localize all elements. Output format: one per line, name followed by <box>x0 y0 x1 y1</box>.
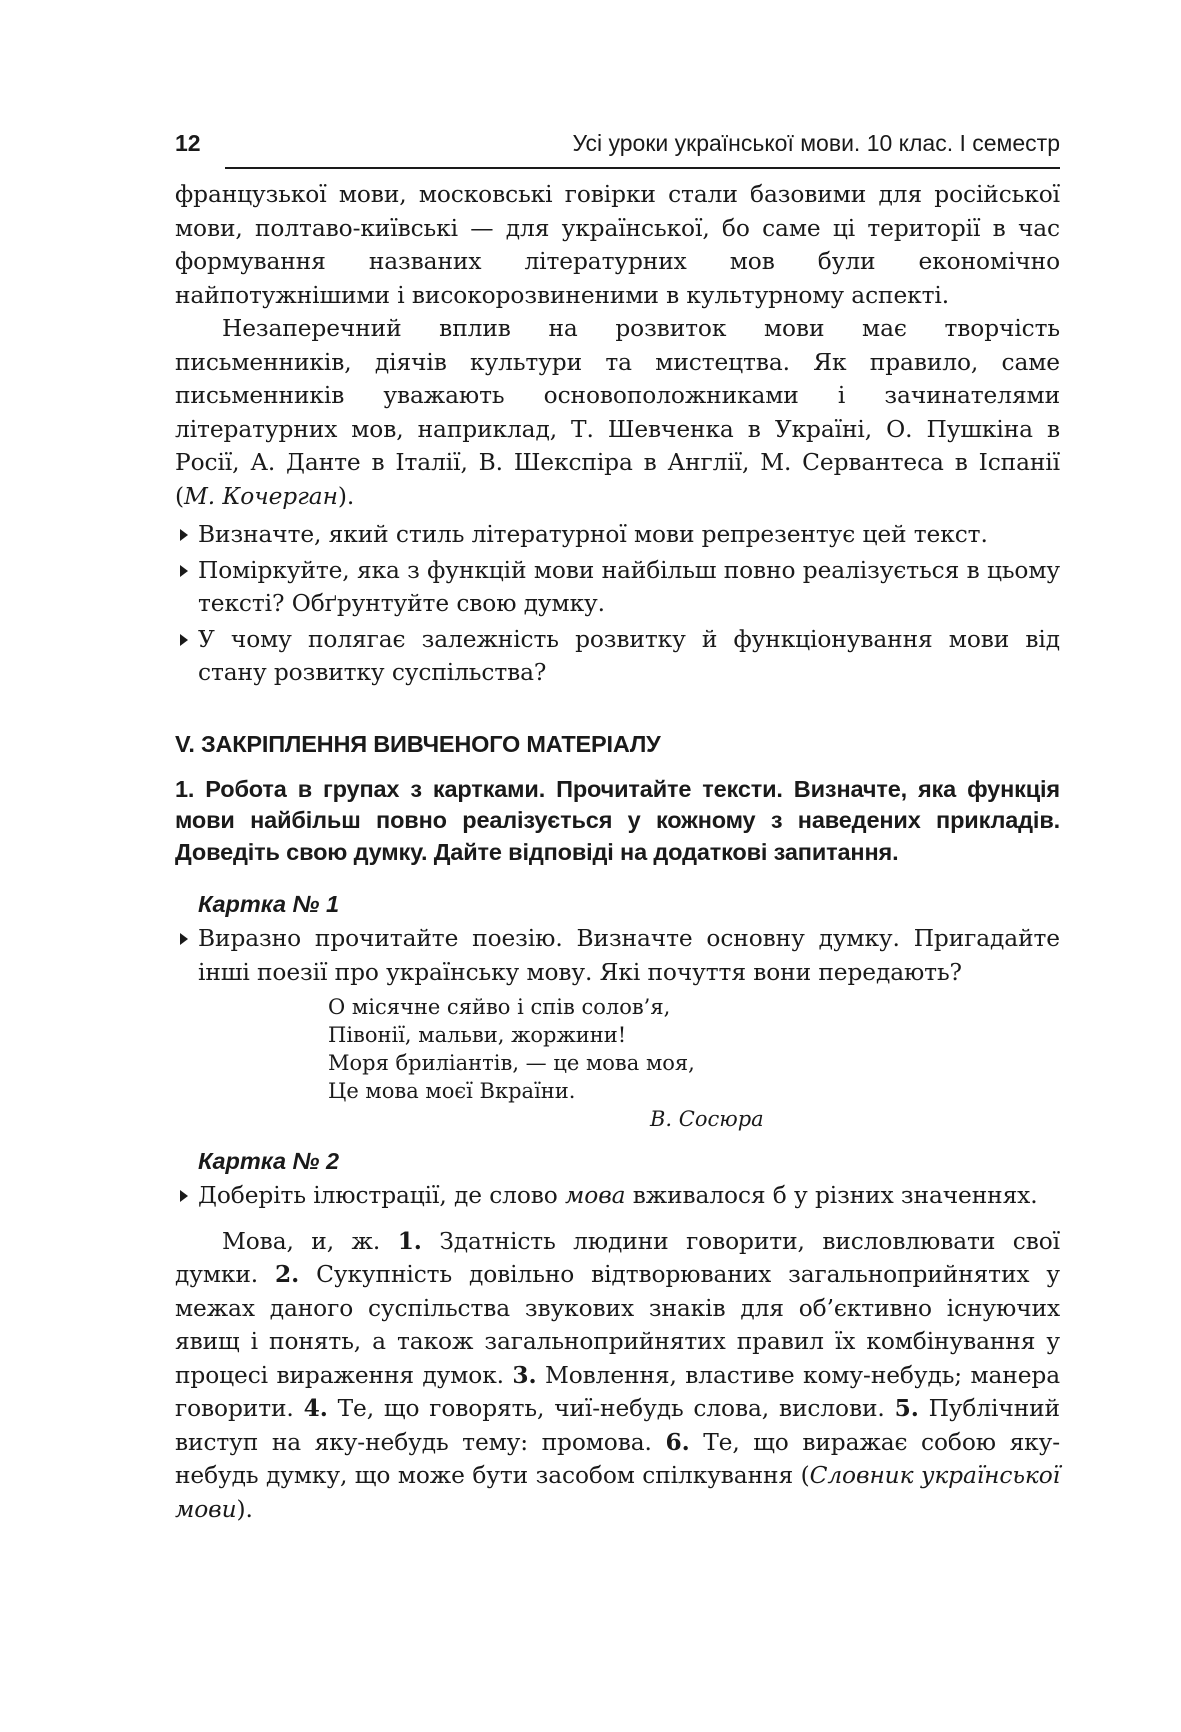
writers-paragraph-source: М. Кочерган <box>184 482 338 510</box>
card-2-instruction: Доберіть ілюстрації, де слово мова вживалося б у різних значеннях. <box>175 1179 1060 1213</box>
poem-author: В. Сосюра <box>650 1107 764 1131</box>
section-heading: V. ЗАКРІПЛЕННЯ ВИВЧЕНОГО МАТЕРІАЛУ <box>175 730 661 757</box>
poem-line: Моря брилiантiв, — це мова моя, <box>328 1051 695 1075</box>
book-page <box>175 130 1060 1526</box>
card-1-title: Картка № 1 <box>198 891 340 917</box>
question-list <box>175 518 1060 690</box>
intro-paragraph: французької мови, московські говірки стали базовими для російської мови, полтаво-київські — для української, бо саме ці території в час формування названих літературних мов були економічно найпотужнішими і високорозвиненими в культурному аспекті. <box>175 181 1060 309</box>
task-heading: 1. Робота в групах з картками. Прочитайте тексти. Визначте, яка функція мови найбільш повно реалізується у кожному з наведених прикладів. Доведіть свою думку. Дайте відповіді на додаткові запитання. <box>175 775 1060 865</box>
card-1-instruction: Виразно прочитайте поезію. Визначте основну думку. Пригадайте інші поезії про українську мову. Які почуття вони передають? <box>175 922 1060 989</box>
definition-headword: Мова, и, ж. <box>222 1227 398 1255</box>
question-item: Поміркуйте, яка з функцій мови найбільш повно реалізується в цьому тексті? Обґрунтуйте свою думку. <box>175 554 1060 621</box>
header-rule <box>225 167 1060 169</box>
bullet-triangle-icon <box>180 933 188 945</box>
bullet-triangle-icon <box>180 1190 188 1202</box>
poem-line: Півонії, мальви, жоржини! <box>328 1023 627 1047</box>
poem <box>175 993 1060 1133</box>
definition-source: Словник української мови <box>175 1462 1060 1523</box>
highlighted-word: мова <box>565 1182 626 1209</box>
running-head <box>175 130 1060 164</box>
poem-line: О місячне сяйво і спів солов’я, <box>328 995 671 1019</box>
writers-paragraph-text: Незаперечний вплив на розвиток мови має творчість письменників, діячів культури та мистецтва. Як правило, саме письменників уважають основоположниками і зачинателями літературних мов, наприклад, Т. Шевченка в Україні, О. Пушкіна в Росії, А. Данте в Італії, В. Шекспіра в Англії, М. Сервантеса в Іспанії ( <box>175 315 1060 510</box>
question-item: Визначте, який стиль літературної мови репрезентує цей текст. <box>175 518 1060 552</box>
question-item: У чому полягає залежність розвитку й функціонування мови від стану розвитку суспільства? <box>175 623 1060 690</box>
card-2-title: Картка № 2 <box>198 1148 340 1174</box>
bullet-triangle-icon <box>180 634 188 646</box>
bullet-triangle-icon <box>180 529 188 541</box>
bullet-triangle-icon <box>180 565 188 577</box>
page-number: 12 <box>175 130 201 156</box>
writers-paragraph <box>175 312 1060 513</box>
writers-paragraph-closing: ). <box>337 482 355 510</box>
dictionary-definition: Мова, и, ж. 1. Здатність людини говорити, висловлювати свої думки. 2. Сукупність довільно відтворюваних загальноприйнятих у межах даного суспільства звукових знаків для об’єктивно існуючих явищ і понять, а також загальноприйнятих правил їх комбінування у процесі вираження думок. 3. Мовлення, властиве кому-небудь; манера говорити. 4. Те, що говорять, чиї-небудь слова, вислови. 5. Публічний виступ на яку-небудь тему: промова. 6. Те, що виражає собою яку-небудь думку, що може бути засобом спілкування (Словник української мови). <box>175 1227 1061 1523</box>
poem-line: Це мова моєї Вкраїни. <box>328 1079 576 1103</box>
running-title: Усі уроки української мови. 10 клас. І семестр <box>572 130 1060 156</box>
